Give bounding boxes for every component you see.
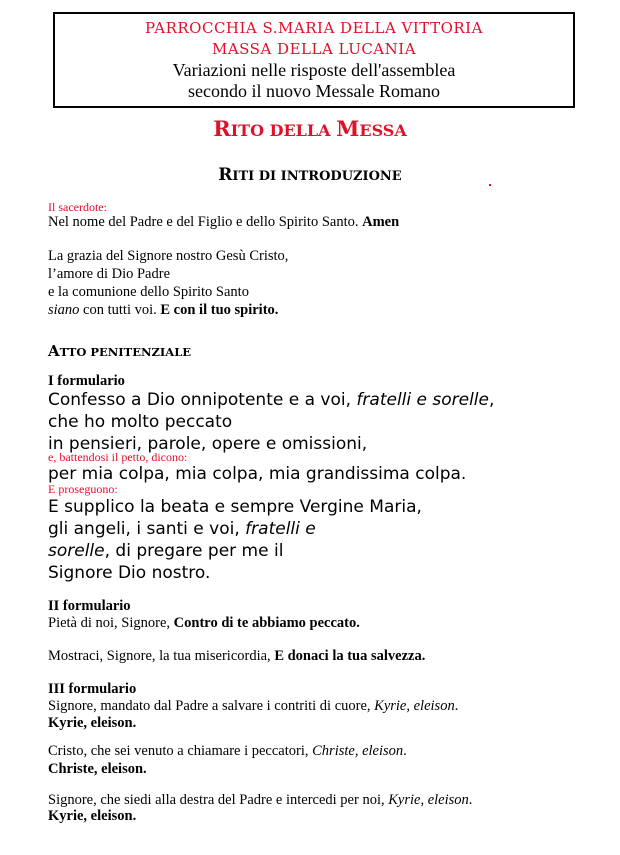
header-subtitle-line2: secondo il nuovo Messale Romano	[188, 81, 440, 101]
risposta-3: Kyrie, eleison.	[48, 808, 137, 824]
confesso-line-2: che ho molto peccato	[48, 412, 233, 432]
confesso-line-4: per mia colpa, mia colpa, mia grandissima colpa.	[48, 464, 467, 484]
formulario-1-title: I formulario	[48, 373, 125, 389]
parish-name: PARROCCHIA S.MARIA DELLA VITTORIA	[145, 19, 483, 37]
invocazione-1: Signore, mandato dal Padre a salvare i contriti di cuore, Kyrie, eleison.	[48, 698, 459, 714]
confesso-line-1: Confesso a Dio onnipotente e a voi, fratelli e sorelle,	[48, 390, 495, 410]
red-dot-mark	[489, 184, 491, 186]
section-title: RITI DI INTRODUZIONE	[218, 165, 402, 185]
risposta-1: Kyrie, eleison.	[48, 715, 137, 731]
header-subtitle-line1: Variazioni nelle risposte dell'assemblea	[172, 60, 456, 80]
pieta-line: Pietà di noi, Signore, Contro di te abbiamo peccato.	[48, 615, 360, 631]
risposta-2: Christe, eleison.	[48, 761, 147, 777]
invocazione-2: Cristo, che sei venuto a chiamare i peccatori, Christe, eleison.	[48, 743, 407, 759]
header-box	[53, 12, 575, 108]
rubric-battendosi: e, battendosi il petto, dicono:	[48, 450, 188, 464]
confesso-line-7: sorelle, di pregare per me il	[48, 541, 284, 561]
grazia-line-2: l’amore di Dio Padre	[48, 266, 171, 282]
parish-location: MASSA DELLA LUCANIA	[211, 40, 417, 58]
nome-del-padre-line: Nel nome del Padre e del Figlio e dello Spirito Santo. Amen	[48, 214, 400, 230]
confesso-line-6: gli angeli, i santi e voi, fratelli e	[48, 519, 316, 539]
formulario-3-title: III formulario	[48, 681, 137, 697]
confesso-line-8: Signore Dio nostro.	[48, 563, 211, 583]
mostraci-line: Mostraci, Signore, la tua misericordia, E donaci la tua salvezza.	[48, 648, 426, 664]
grazia-line-4: siano con tutti voi. E con il tuo spirito.	[48, 302, 279, 318]
grazia-line-3: e la comunione dello Spirito Santo	[48, 284, 249, 300]
page-title: RITO DELLA MESSA	[213, 116, 407, 141]
confesso-line-5: E supplico la beata e sempre Vergine Maria,	[48, 497, 422, 517]
confesso-line-3: in pensieri, parole, opere e omissioni,	[48, 434, 368, 454]
formulario-2-title: II formulario	[48, 598, 131, 614]
rubric-sacerdote: Il sacerdote:	[48, 200, 107, 214]
invocazione-3: Signore, che siedi alla destra del Padre e intercedi per noi, Kyrie, eleison.	[48, 792, 473, 808]
grazia-line-1: La grazia del Signore nostro Gesù Cristo,	[48, 248, 289, 264]
rubric-proseguono: E proseguono:	[48, 482, 118, 496]
atto-penitenziale-heading: ATTO PENITENZIALE	[48, 342, 192, 360]
